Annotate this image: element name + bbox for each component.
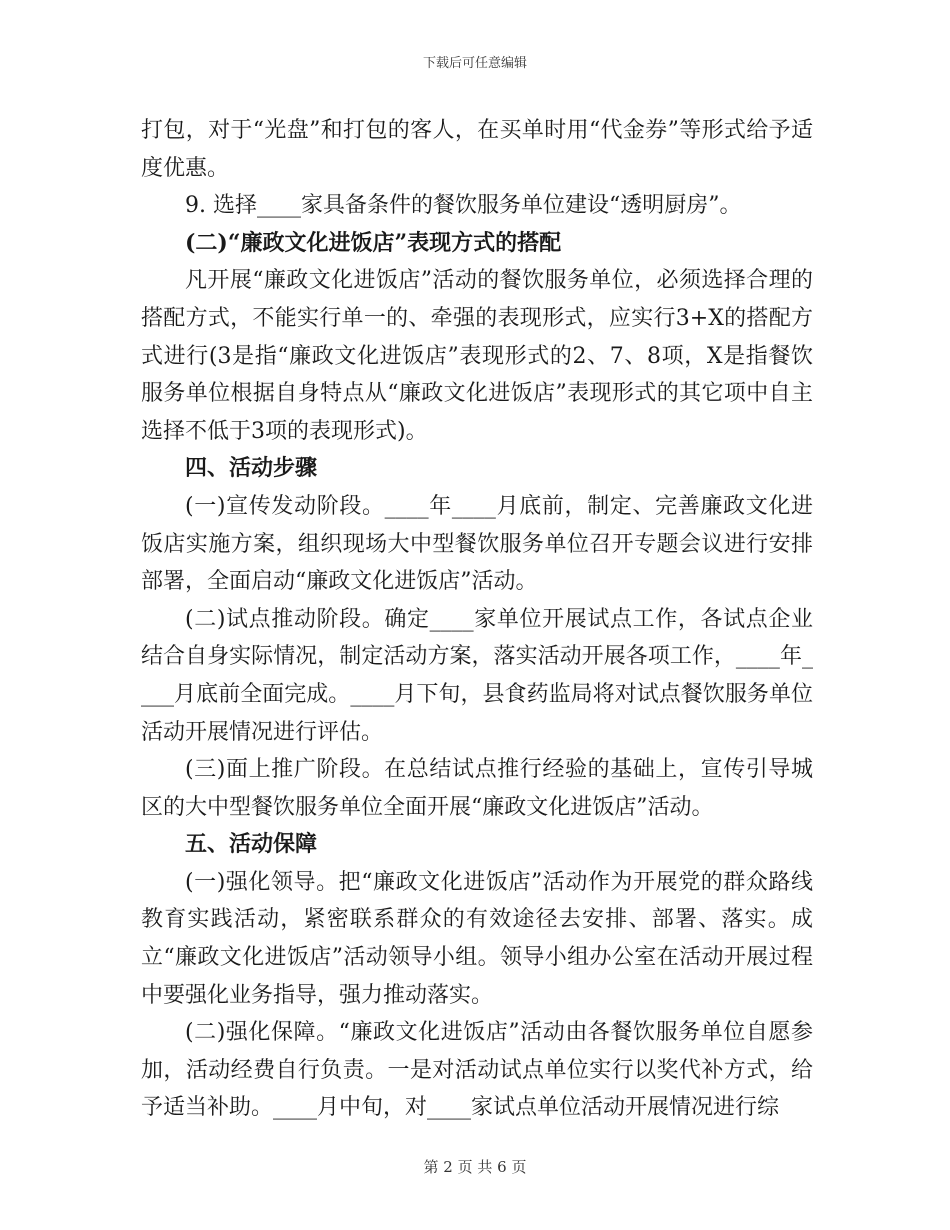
section-heading-steps: 四、活动步骤 bbox=[185, 455, 318, 482]
document-body bbox=[141, 112, 813, 1127]
paragraph-3: 凡开展“廉政文化进饭店”活动的餐饮服务单位，必须选择合理的搭配方式，不能实行单一的、牵强的表现形式，应实行3+X的搭配方式进行(3是指“廉政文化进饭店”表现形式的2、7、8项，X是指餐饮服务单位根据自身特点从“廉政文化进饭店”表现形式的其它项中自主选择不低于3项的表现形式)。 bbox=[141, 268, 813, 444]
paragraph-1: 打包，对于“光盘”和打包的客人，在买单时用“代金券”等形式给予适度优惠。 bbox=[141, 118, 813, 181]
paragraph-8: (二)强化保障。“廉政文化进饭店”活动由各餐饮服务单位自愿参加，活动经费自行负责。一是对活动试点单位实行以奖代补方式，给予适当补助。____月中旬，对____家试点单位活动开展情况进行综 bbox=[141, 1020, 813, 1121]
paragraph-5: (二)试点推动阶段。确定____家单位开展试点工作，各试点企业结合自身实际情况，制定活动方案，落实活动开展各项工作，____年____月底前全面完成。____月下旬，县食药监局将对试点餐饮服务单位活动开展情况进行评估。 bbox=[141, 606, 813, 745]
page-header: 下载后可任意编辑 bbox=[422, 56, 527, 71]
section-heading-guarantee: 五、活动保障 bbox=[185, 831, 318, 858]
paragraph-2: 9. 选择____家具备条件的餐饮服务单位建设“透明厨房”。 bbox=[185, 193, 742, 219]
paragraph-7: (一)强化领导。把“廉政文化进饭店”活动作为开展党的群众路线教育实践活动，紧密联系群众的有效途径去安排、部署、落实。成立“廉政文化进饭店”活动领导小组。领导小组办公室在活动开展过程中要强化业务指导，强力推动落实。 bbox=[141, 869, 813, 1008]
page-number-footer: 第 2 页 共 6 页 bbox=[423, 1158, 527, 1176]
section-heading-presentation: (二)“廉政文化进饭店”表现方式的搭配 bbox=[185, 229, 562, 256]
paragraph-6: (三)面上推广阶段。在总结试点推行经验的基础上，宣传引导城区的大中型餐饮服务单位全面开展“廉政文化进饭店”活动。 bbox=[141, 757, 813, 820]
paragraph-4: (一)宣传发动阶段。____年____月底前，制定、完善廉政文化进饭店实施方案，组织现场大中型餐饮服务单位召开专题会议进行安排部署，全面启动“廉政文化进饭店”活动。 bbox=[141, 493, 813, 595]
